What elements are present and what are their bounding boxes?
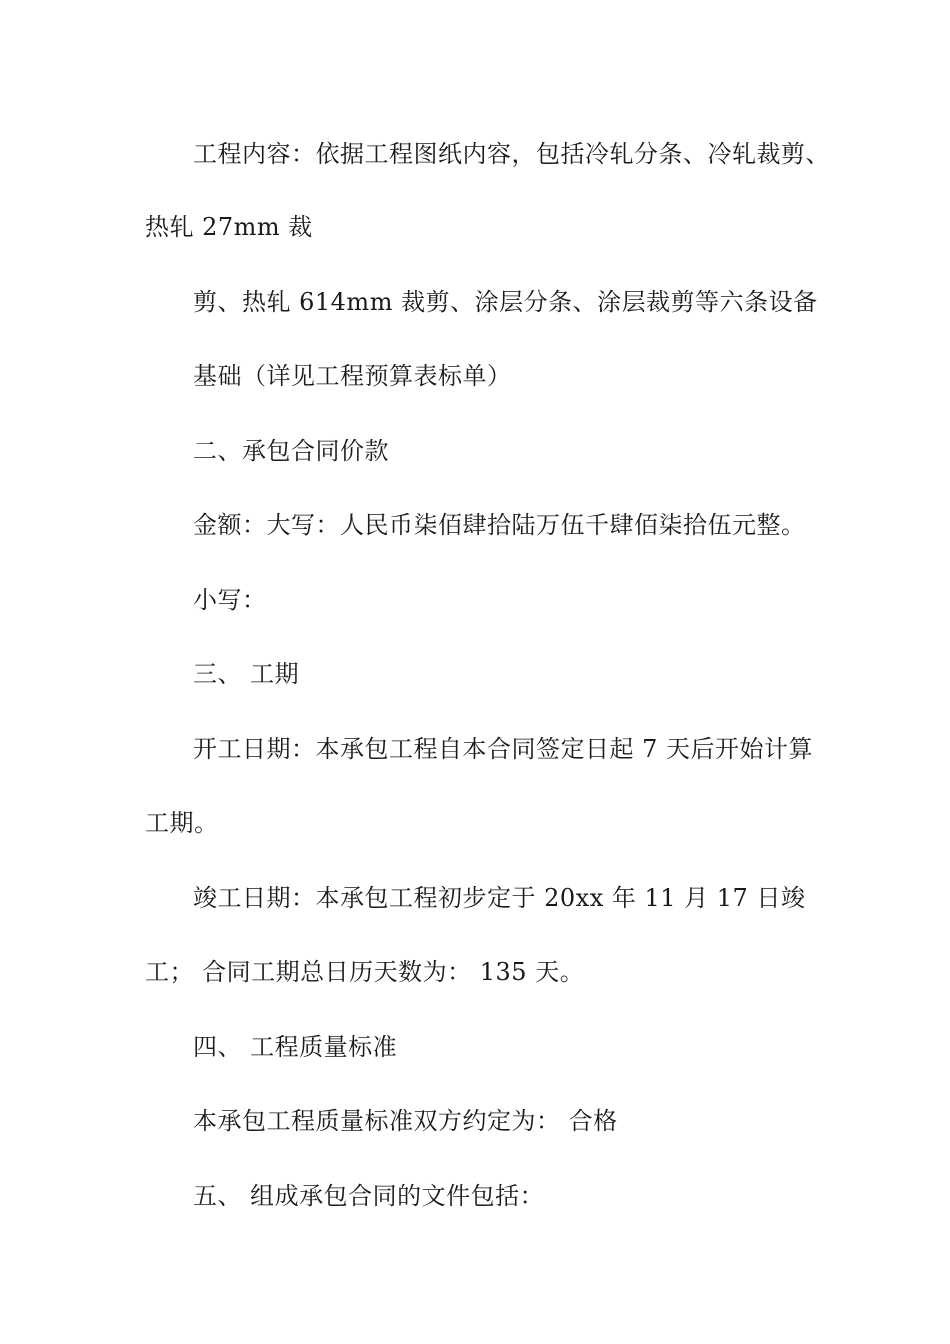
start-date-line-1: 开工日期：本承包工程自本合同签定日起 7 天后开始计算: [193, 735, 814, 763]
project-content-line-4: 基础（详见工程预算表标单）: [193, 362, 512, 390]
amount-uppercase-line: 金额：大写：人民币柒佰肆拾陆万伍千肆佰柒拾伍元整。: [193, 511, 806, 539]
project-content-line-3: 剪、热轧 614mm 裁剪、涂层分条、涂层裁剪等六条设备: [193, 288, 818, 316]
section-heading-contract-price: 二、承包合同价款: [193, 437, 389, 465]
section-heading-contract-documents: 五、 组成承包合同的文件包括：: [193, 1182, 545, 1210]
quality-standard-line: 本承包工程质量标准双方约定为： 合格: [193, 1107, 618, 1135]
completion-date-line-2: 工； 合同工期总日历天数为： 135 天。: [145, 958, 585, 986]
completion-date-line-1: 竣工日期：本承包工程初步定于 20xx 年 11 月 17 日竣: [193, 884, 806, 912]
section-heading-quality-standard: 四、 工程质量标准: [193, 1033, 398, 1061]
amount-lowercase-line: 小写：: [193, 586, 267, 614]
project-content-line-2: 热轧 27mm 裁: [145, 213, 313, 241]
section-heading-duration: 三、 工期: [193, 660, 300, 688]
project-content-line-1: 工程内容：依据工程图纸内容，包括冷轧分条、冷轧裁剪、: [193, 140, 830, 168]
start-date-line-2: 工期。: [145, 809, 219, 837]
